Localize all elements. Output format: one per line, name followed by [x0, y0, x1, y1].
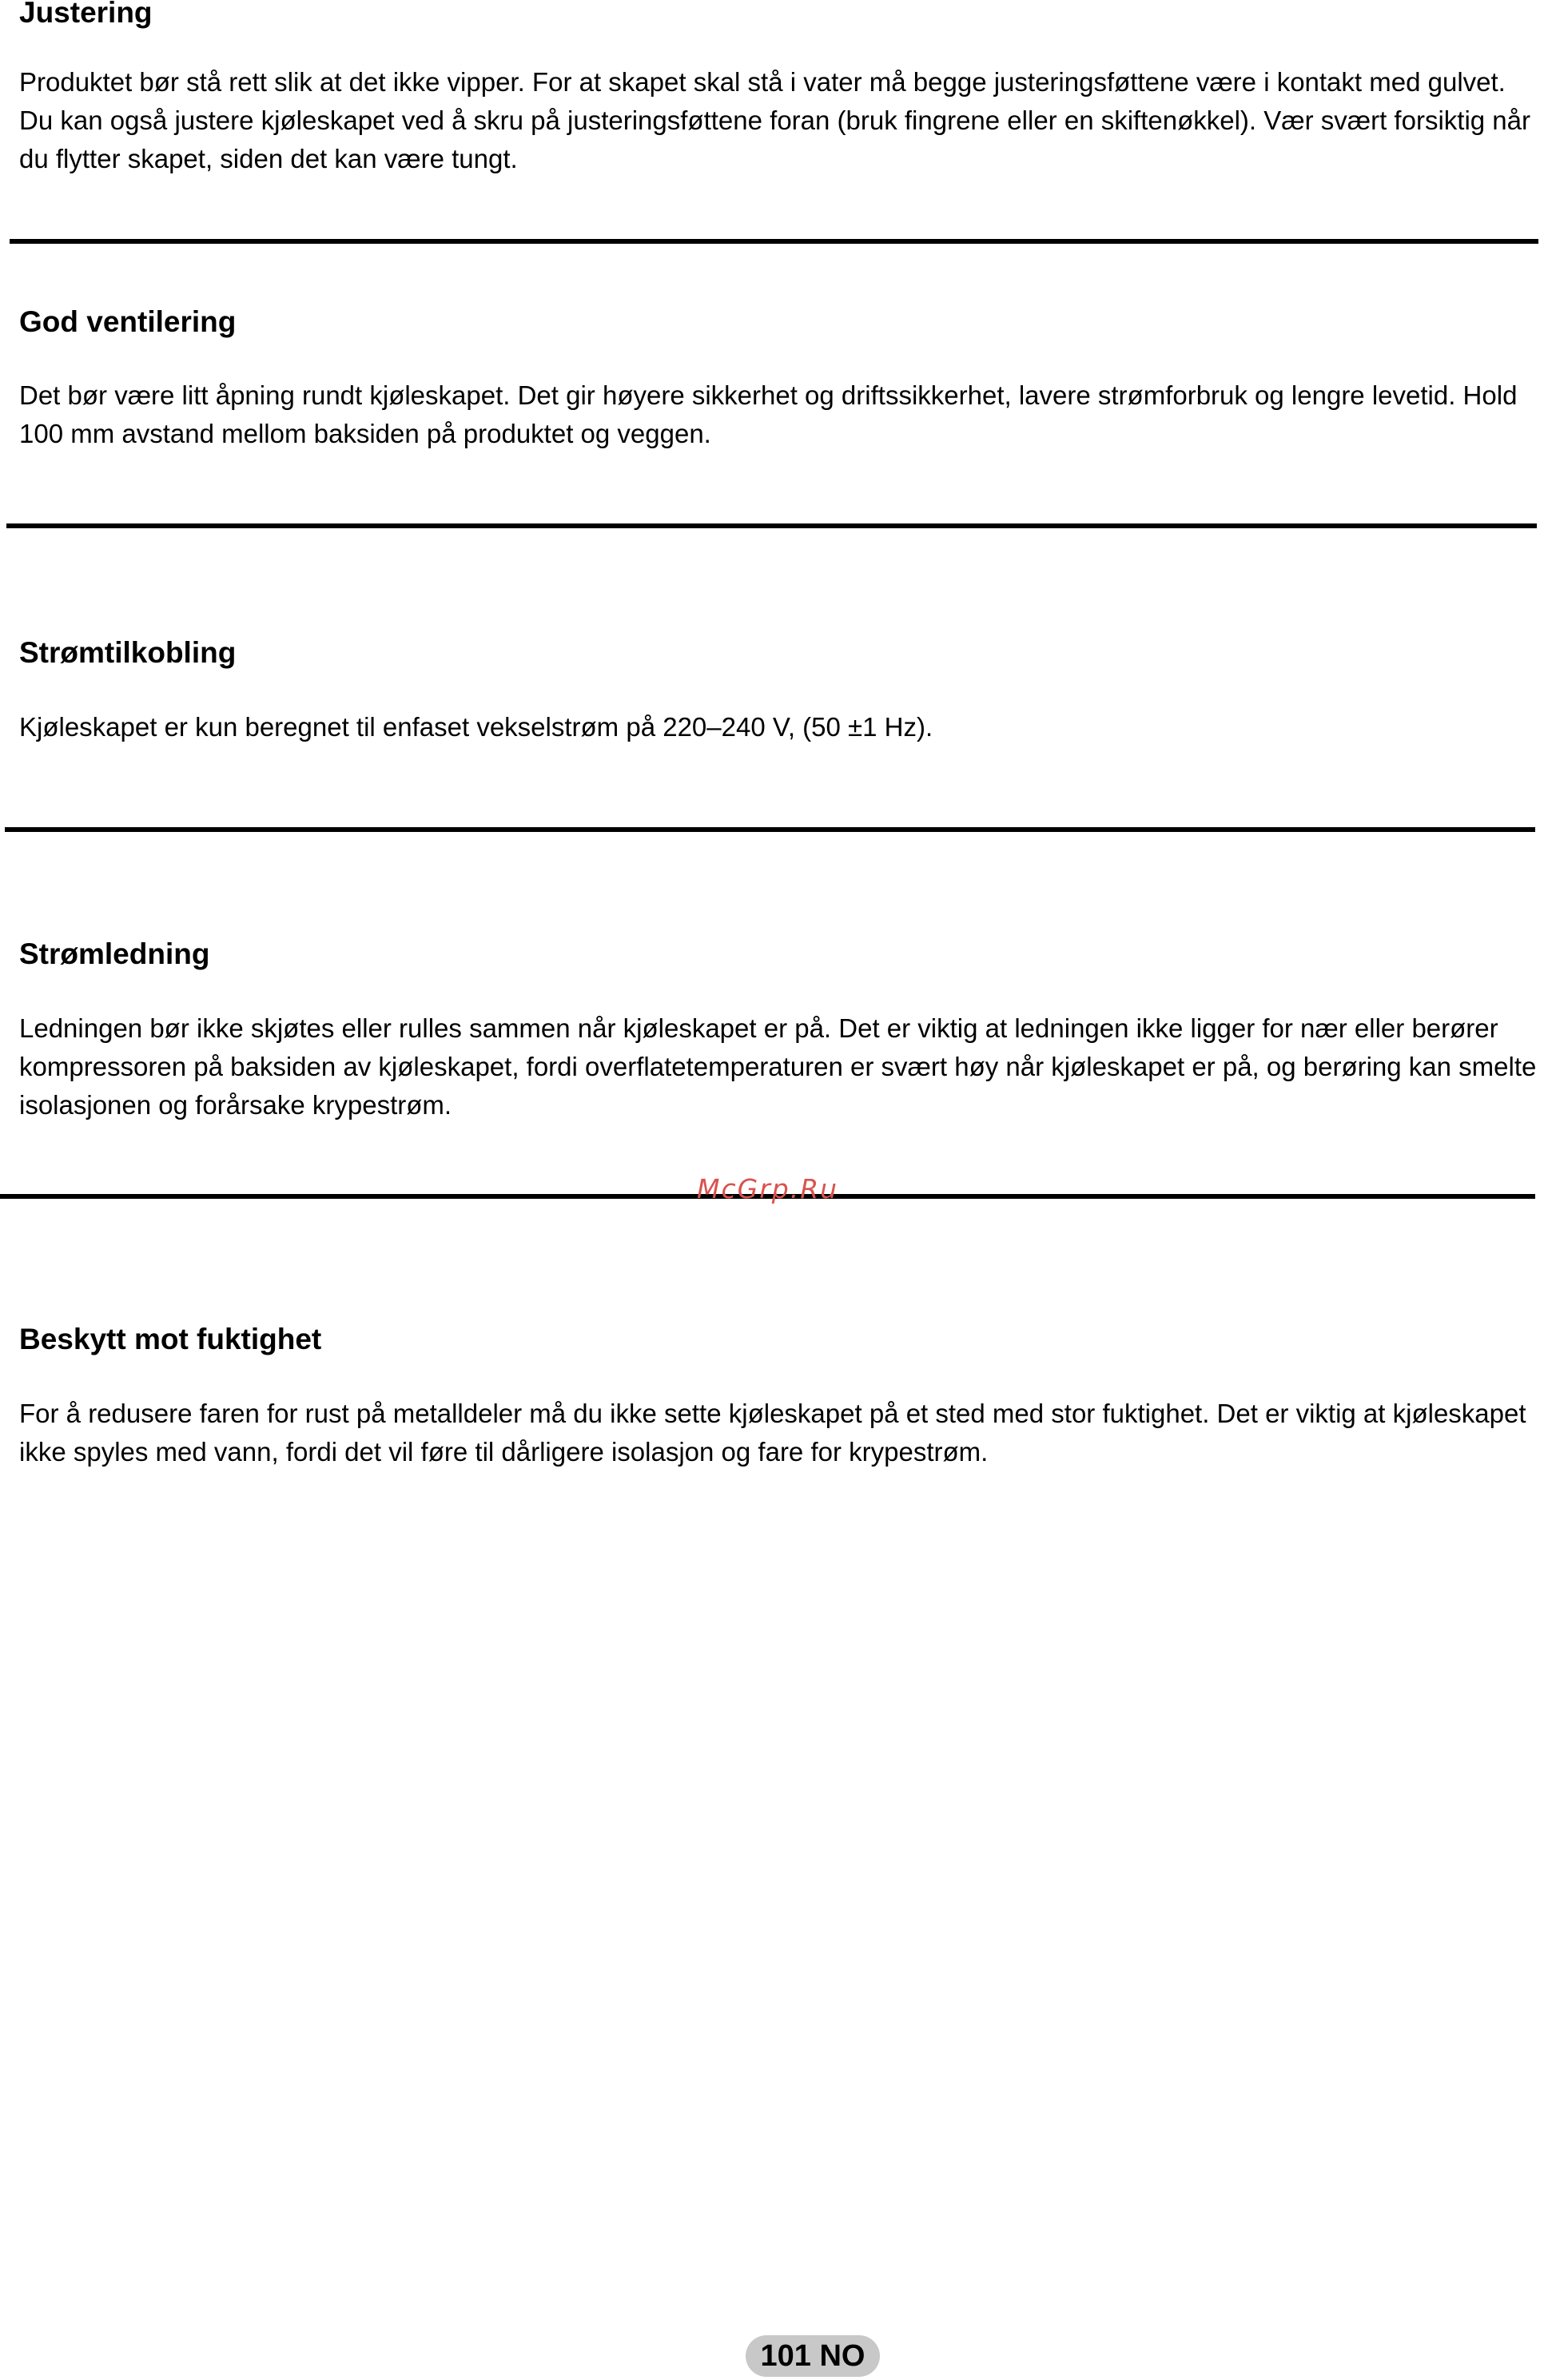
section-divider [6, 523, 1537, 528]
section-heading-justering: Justering [19, 0, 153, 29]
section-body-god-ventilering: Det bør være litt åpning rundt kjøleskapet. Det gir høyere sikkerhet og driftssikkerhet, lavere strømforbruk og lengre levetid. Hold 100 mm avstand mellom baksiden på produktet og veggen. [19, 380, 1518, 448]
section-heading-god-ventilering: God ventilering [19, 305, 237, 338]
section-heading-stromtilkobling: Strømtilkobling [19, 636, 237, 669]
page-number-badge: 101 NO [746, 2335, 880, 2377]
section-heading-beskytt-mot-fuktighet: Beskytt mot fuktighet [19, 1323, 322, 1355]
watermark-text: McGrp.Ru [697, 1173, 839, 1204]
section-body-stromledning: Ledningen bør ikke skjøtes eller rulles sammen når kjøleskapet er på. Det er viktig at ledningen ikke ligger for nær eller berører kompressoren på baksiden av kjøleskapet, fordi overflatetemperaturen er svært høy når kjøleskapet er på, og berøring kan smelte isolasjonen og forårsake krypestrøm. [19, 1013, 1537, 1120]
section-body-beskytt-mot-fuktighet: For å redusere faren for rust på metalldeler må du ikke sette kjøleskapet på et sted med stor fuktighet. Det er viktig at kjøleskapet ikke spyles med vann, fordi det vil føre til dårligere isolasjon og fare for krypestrøm. [19, 1399, 1526, 1467]
section-divider [10, 239, 1538, 244]
section-divider [5, 827, 1535, 832]
section-body-stromtilkobling: Kjøleskapet er kun beregnet til enfaset vekselstrøm på 220–240 V, (50 ±1 Hz). [19, 712, 933, 742]
section-body-justering: Produktet bør stå rett slik at det ikke vipper. For at skapet skal stå i vater må begge justeringsføttene være i kontakt med gulvet. Du kan også justere kjøleskapet ved å skru på justeringsføttene foran (bruk fingrene eller en skiftenøkkel). Vær svært forsiktig når du flytter skapet, siden det kan være tungt. [19, 67, 1530, 173]
section-heading-stromledning: Strømledning [19, 937, 210, 970]
